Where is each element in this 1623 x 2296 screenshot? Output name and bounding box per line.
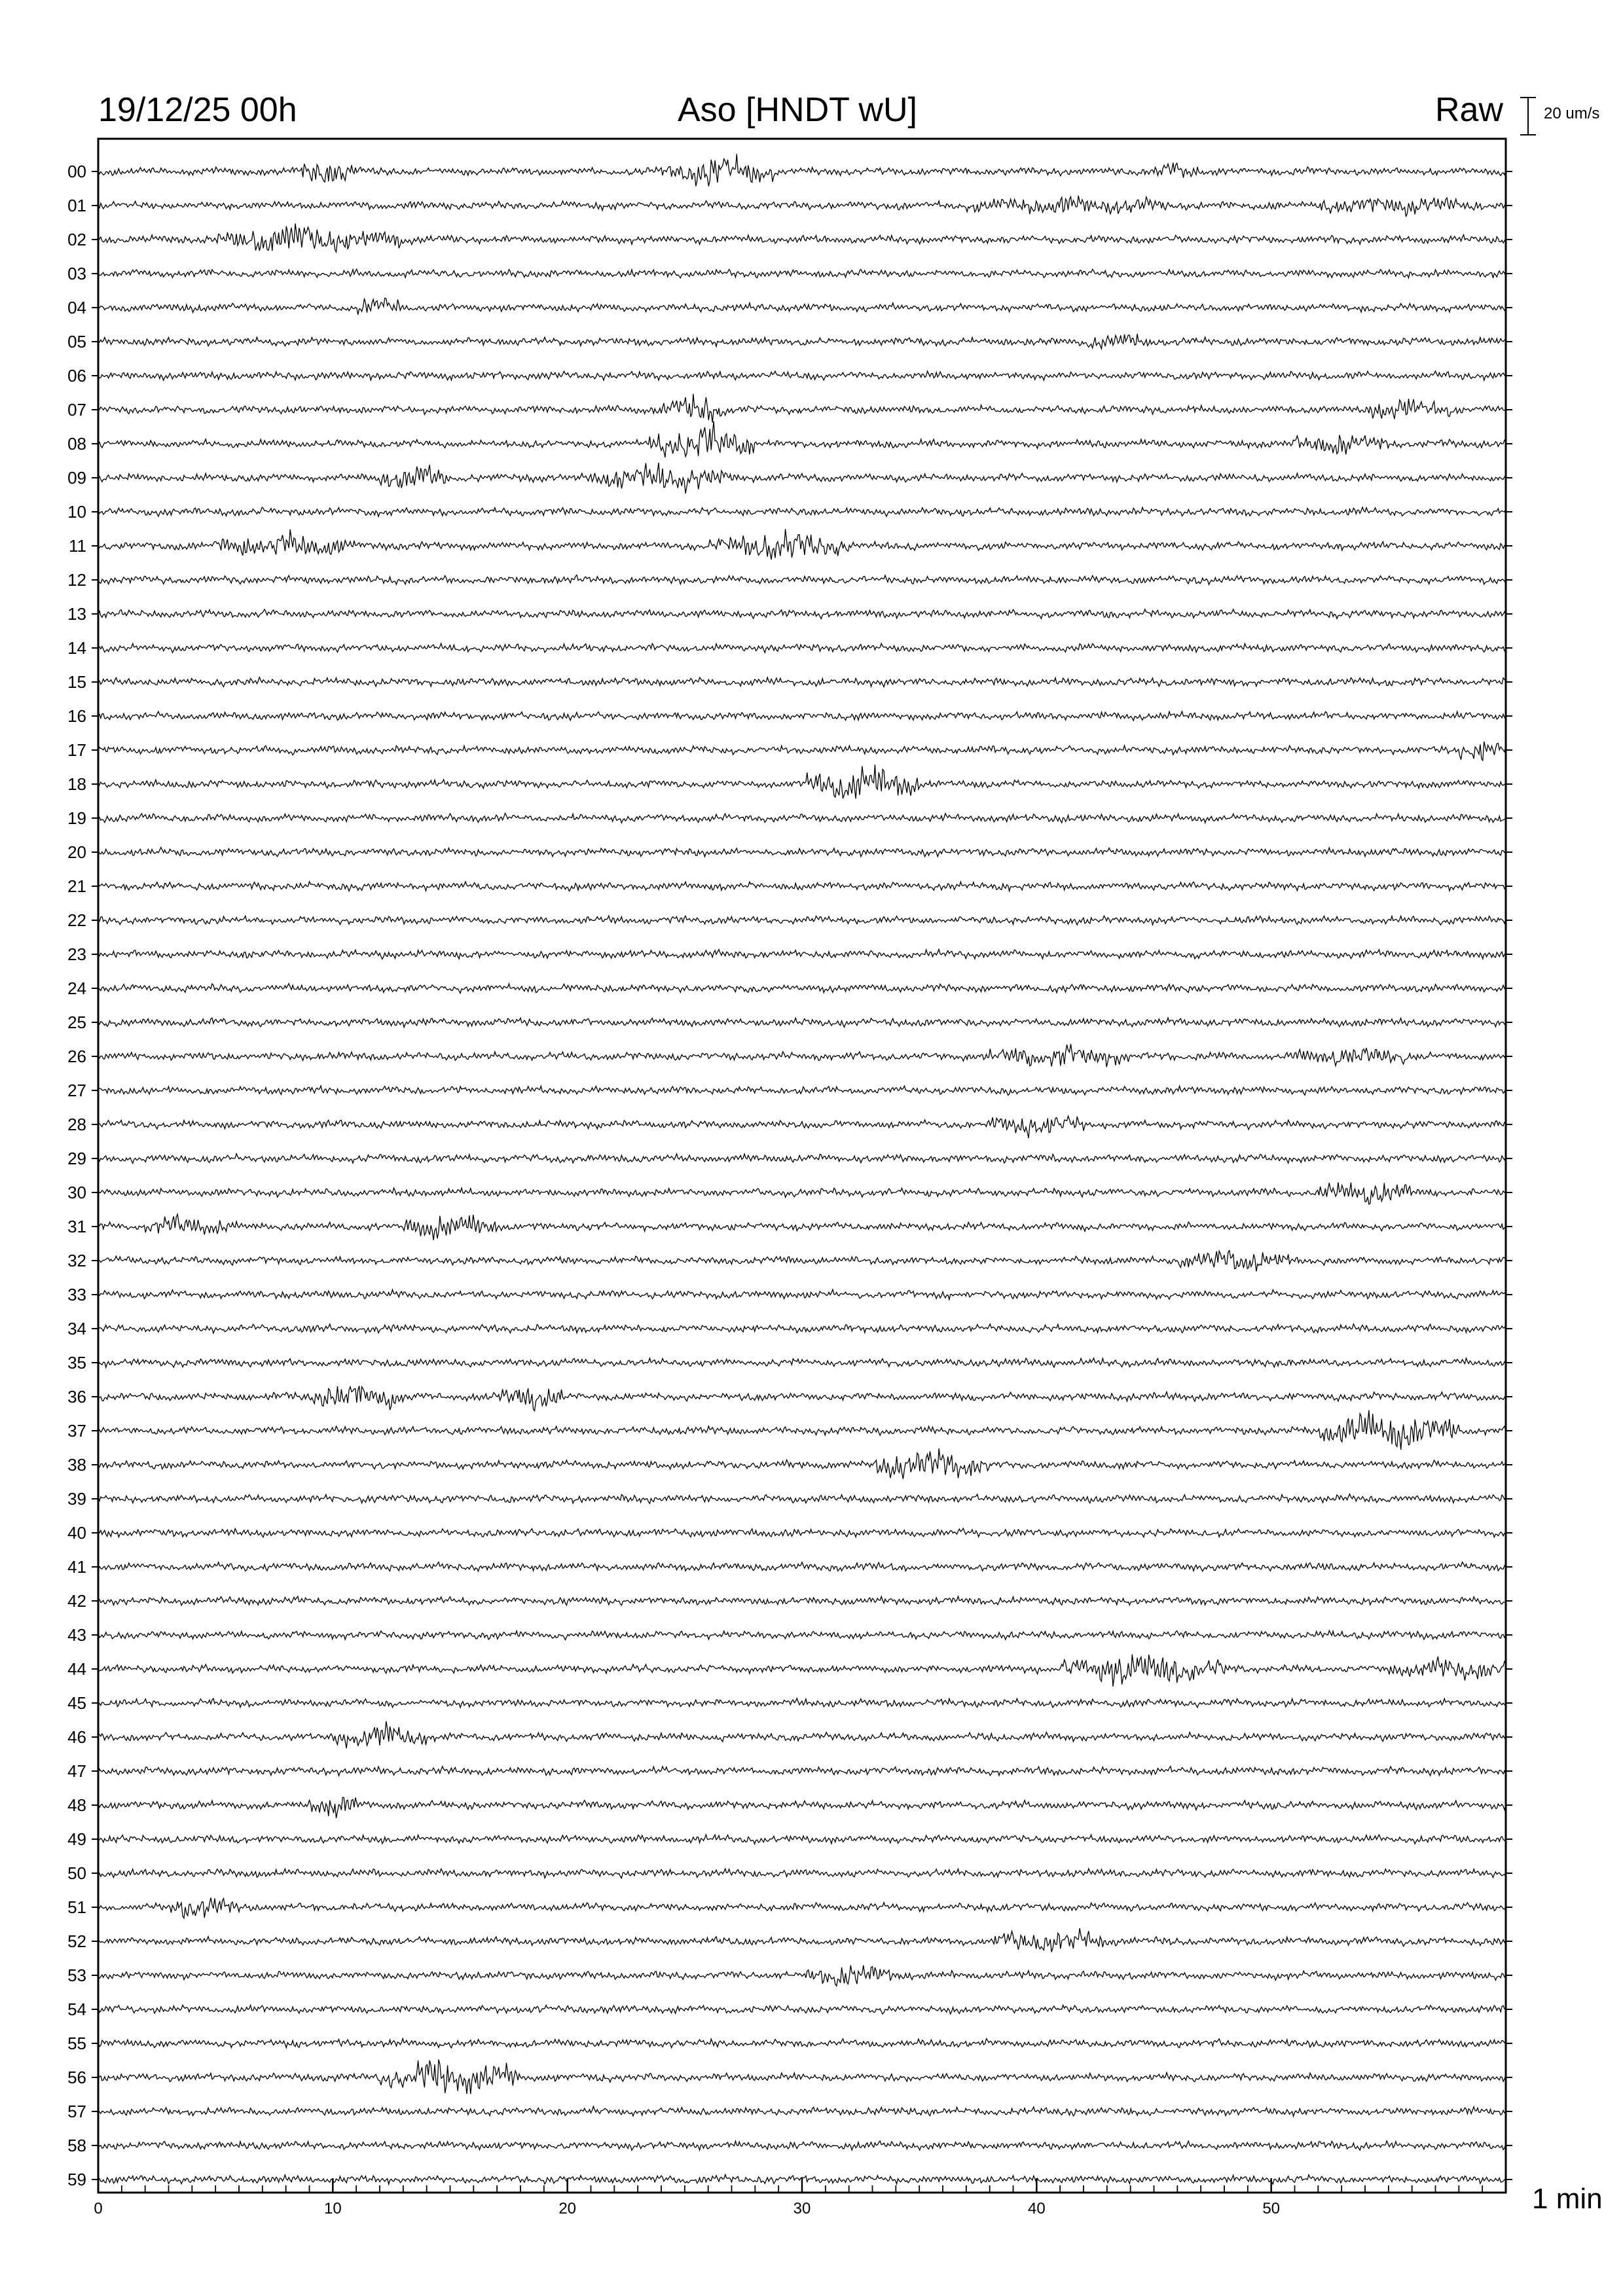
row-label: 43 bbox=[67, 1625, 86, 1645]
trace-line-12 bbox=[98, 575, 1506, 585]
row-label: 07 bbox=[67, 400, 86, 420]
x-tick-label: 30 bbox=[793, 2200, 811, 2217]
row-label: 23 bbox=[67, 944, 86, 964]
trace-line-38 bbox=[98, 1448, 1506, 1479]
trace-line-39 bbox=[98, 1494, 1506, 1504]
mode-label: Raw bbox=[1435, 91, 1504, 129]
row-label: 45 bbox=[67, 1693, 86, 1713]
trace-line-30 bbox=[98, 1182, 1506, 1204]
row-label: 33 bbox=[67, 1285, 86, 1304]
trace-line-28 bbox=[98, 1116, 1506, 1138]
row-label: 46 bbox=[67, 1727, 86, 1747]
row-label: 55 bbox=[67, 2034, 86, 2053]
row-label: 57 bbox=[67, 2102, 86, 2121]
row-label: 22 bbox=[67, 910, 86, 930]
row-label: 50 bbox=[67, 1863, 86, 1883]
trace-line-22 bbox=[98, 916, 1506, 925]
row-label: 47 bbox=[67, 1761, 86, 1781]
trace-line-00 bbox=[98, 154, 1506, 186]
trace-line-02 bbox=[98, 223, 1506, 252]
row-label: 08 bbox=[67, 434, 86, 454]
trace-line-47 bbox=[98, 1767, 1506, 1776]
row-label: 05 bbox=[67, 332, 86, 351]
trace-line-29 bbox=[98, 1154, 1506, 1164]
trace-line-07 bbox=[98, 394, 1506, 423]
row-label: 24 bbox=[67, 978, 86, 998]
trace-line-25 bbox=[98, 1018, 1506, 1028]
row-label: 06 bbox=[67, 366, 86, 386]
trace-line-26 bbox=[98, 1044, 1506, 1067]
row-label: 51 bbox=[67, 1897, 86, 1917]
row-label: 20 bbox=[67, 842, 86, 862]
station-title: Aso [HNDT wU] bbox=[678, 91, 917, 129]
trace-line-18 bbox=[98, 764, 1506, 798]
trace-line-40 bbox=[98, 1528, 1506, 1537]
trace-line-44 bbox=[98, 1655, 1506, 1687]
row-label: 41 bbox=[67, 1557, 86, 1577]
row-label: 28 bbox=[67, 1115, 86, 1134]
row-label: 38 bbox=[67, 1455, 86, 1475]
row-label: 18 bbox=[67, 774, 86, 794]
row-label: 49 bbox=[67, 1829, 86, 1849]
row-label: 26 bbox=[67, 1047, 86, 1066]
amplitude-scale-bar bbox=[1520, 98, 1536, 135]
x-tick-label: 50 bbox=[1262, 2200, 1281, 2217]
trace-line-51 bbox=[98, 1897, 1506, 1918]
amplitude-scale-label: 20 um/s bbox=[1544, 105, 1600, 122]
row-label: 11 bbox=[69, 536, 86, 556]
row-label: 54 bbox=[67, 2000, 86, 2019]
row-label: 29 bbox=[67, 1149, 86, 1168]
trace-line-31 bbox=[98, 1214, 1506, 1240]
row-label: 39 bbox=[67, 1489, 86, 1509]
row-label: 30 bbox=[67, 1183, 86, 1202]
row-label: 21 bbox=[67, 876, 86, 896]
trace-line-13 bbox=[98, 609, 1506, 619]
trace-line-27 bbox=[98, 1086, 1506, 1096]
x-axis-unit-label: 1 min bbox=[1532, 2183, 1603, 2215]
trace-line-45 bbox=[98, 1698, 1506, 1708]
row-label: 42 bbox=[67, 1591, 86, 1611]
row-label: 34 bbox=[67, 1319, 86, 1338]
trace-line-49 bbox=[98, 1835, 1506, 1844]
row-label: 31 bbox=[67, 1217, 86, 1236]
row-label-group bbox=[67, 162, 1512, 2189]
trace-line-06 bbox=[98, 371, 1506, 380]
trace-line-37 bbox=[98, 1410, 1506, 1450]
trace-line-41 bbox=[98, 1562, 1506, 1571]
row-label: 56 bbox=[67, 2068, 86, 2087]
row-label: 53 bbox=[67, 1965, 86, 1985]
row-label: 32 bbox=[67, 1251, 86, 1270]
trace-line-01 bbox=[98, 196, 1506, 217]
row-label: 36 bbox=[67, 1387, 86, 1407]
row-label: 19 bbox=[67, 808, 86, 828]
row-label: 40 bbox=[67, 1523, 86, 1543]
row-label: 44 bbox=[67, 1659, 86, 1679]
trace-line-56 bbox=[98, 2060, 1506, 2094]
row-label: 15 bbox=[67, 672, 86, 692]
trace-line-23 bbox=[98, 949, 1506, 959]
row-label: 03 bbox=[67, 264, 86, 283]
row-label: 27 bbox=[67, 1081, 86, 1100]
trace-line-52 bbox=[98, 1928, 1506, 1952]
row-label: 14 bbox=[67, 638, 86, 658]
trace-line-17 bbox=[98, 742, 1506, 761]
x-tick-group bbox=[94, 2178, 1506, 2217]
row-label: 12 bbox=[67, 570, 86, 590]
trace-line-33 bbox=[98, 1289, 1506, 1299]
trace-line-50 bbox=[98, 1869, 1506, 1878]
trace-line-14 bbox=[98, 643, 1506, 653]
row-label: 10 bbox=[67, 502, 86, 522]
row-label: 04 bbox=[67, 298, 86, 317]
trace-line-11 bbox=[98, 529, 1506, 560]
row-label: 00 bbox=[67, 162, 86, 181]
trace-line-32 bbox=[98, 1251, 1506, 1272]
trace-line-43 bbox=[98, 1630, 1506, 1640]
row-label: 37 bbox=[67, 1421, 86, 1441]
trace-line-10 bbox=[98, 507, 1506, 516]
row-label: 25 bbox=[67, 1013, 86, 1032]
trace-line-15 bbox=[98, 677, 1506, 687]
row-label: 09 bbox=[67, 468, 86, 488]
row-label: 01 bbox=[67, 196, 86, 215]
trace-line-19 bbox=[98, 814, 1506, 823]
row-label: 48 bbox=[67, 1795, 86, 1815]
datetime-label: 19/12/25 00h bbox=[98, 91, 297, 129]
trace-line-58 bbox=[98, 2141, 1506, 2151]
trace-line-21 bbox=[98, 882, 1506, 891]
x-tick-label: 40 bbox=[1027, 2200, 1046, 2217]
trace-line-04 bbox=[98, 298, 1506, 315]
trace-line-24 bbox=[98, 984, 1506, 994]
row-label: 02 bbox=[67, 230, 86, 249]
trace-line-57 bbox=[98, 2106, 1506, 2116]
trace-line-53 bbox=[98, 1965, 1506, 1986]
trace-line-55 bbox=[98, 2039, 1506, 2048]
row-label: 59 bbox=[67, 2170, 86, 2189]
trace-line-08 bbox=[98, 422, 1506, 457]
row-label: 13 bbox=[67, 604, 86, 624]
trace-line-03 bbox=[98, 269, 1506, 278]
trace-line-34 bbox=[98, 1324, 1506, 1333]
row-label: 16 bbox=[67, 706, 86, 726]
trace-line-16 bbox=[98, 711, 1506, 721]
trace-line-05 bbox=[98, 334, 1506, 349]
x-tick-label: 10 bbox=[323, 2200, 342, 2217]
trace-line-35 bbox=[98, 1358, 1506, 1367]
x-tick-label: 20 bbox=[558, 2200, 577, 2217]
trace-group bbox=[98, 154, 1506, 2184]
trace-line-42 bbox=[98, 1596, 1506, 1605]
row-label: 35 bbox=[67, 1353, 86, 1372]
trace-line-09 bbox=[98, 463, 1506, 493]
trace-line-36 bbox=[98, 1386, 1506, 1410]
row-label: 58 bbox=[67, 2136, 86, 2155]
row-label: 17 bbox=[67, 740, 86, 760]
trace-line-46 bbox=[98, 1721, 1506, 1749]
row-label: 52 bbox=[67, 1931, 86, 1951]
trace-line-20 bbox=[98, 848, 1506, 857]
trace-line-54 bbox=[98, 2005, 1506, 2014]
x-tick-label: 0 bbox=[94, 2200, 103, 2217]
trace-line-48 bbox=[98, 1797, 1506, 1818]
